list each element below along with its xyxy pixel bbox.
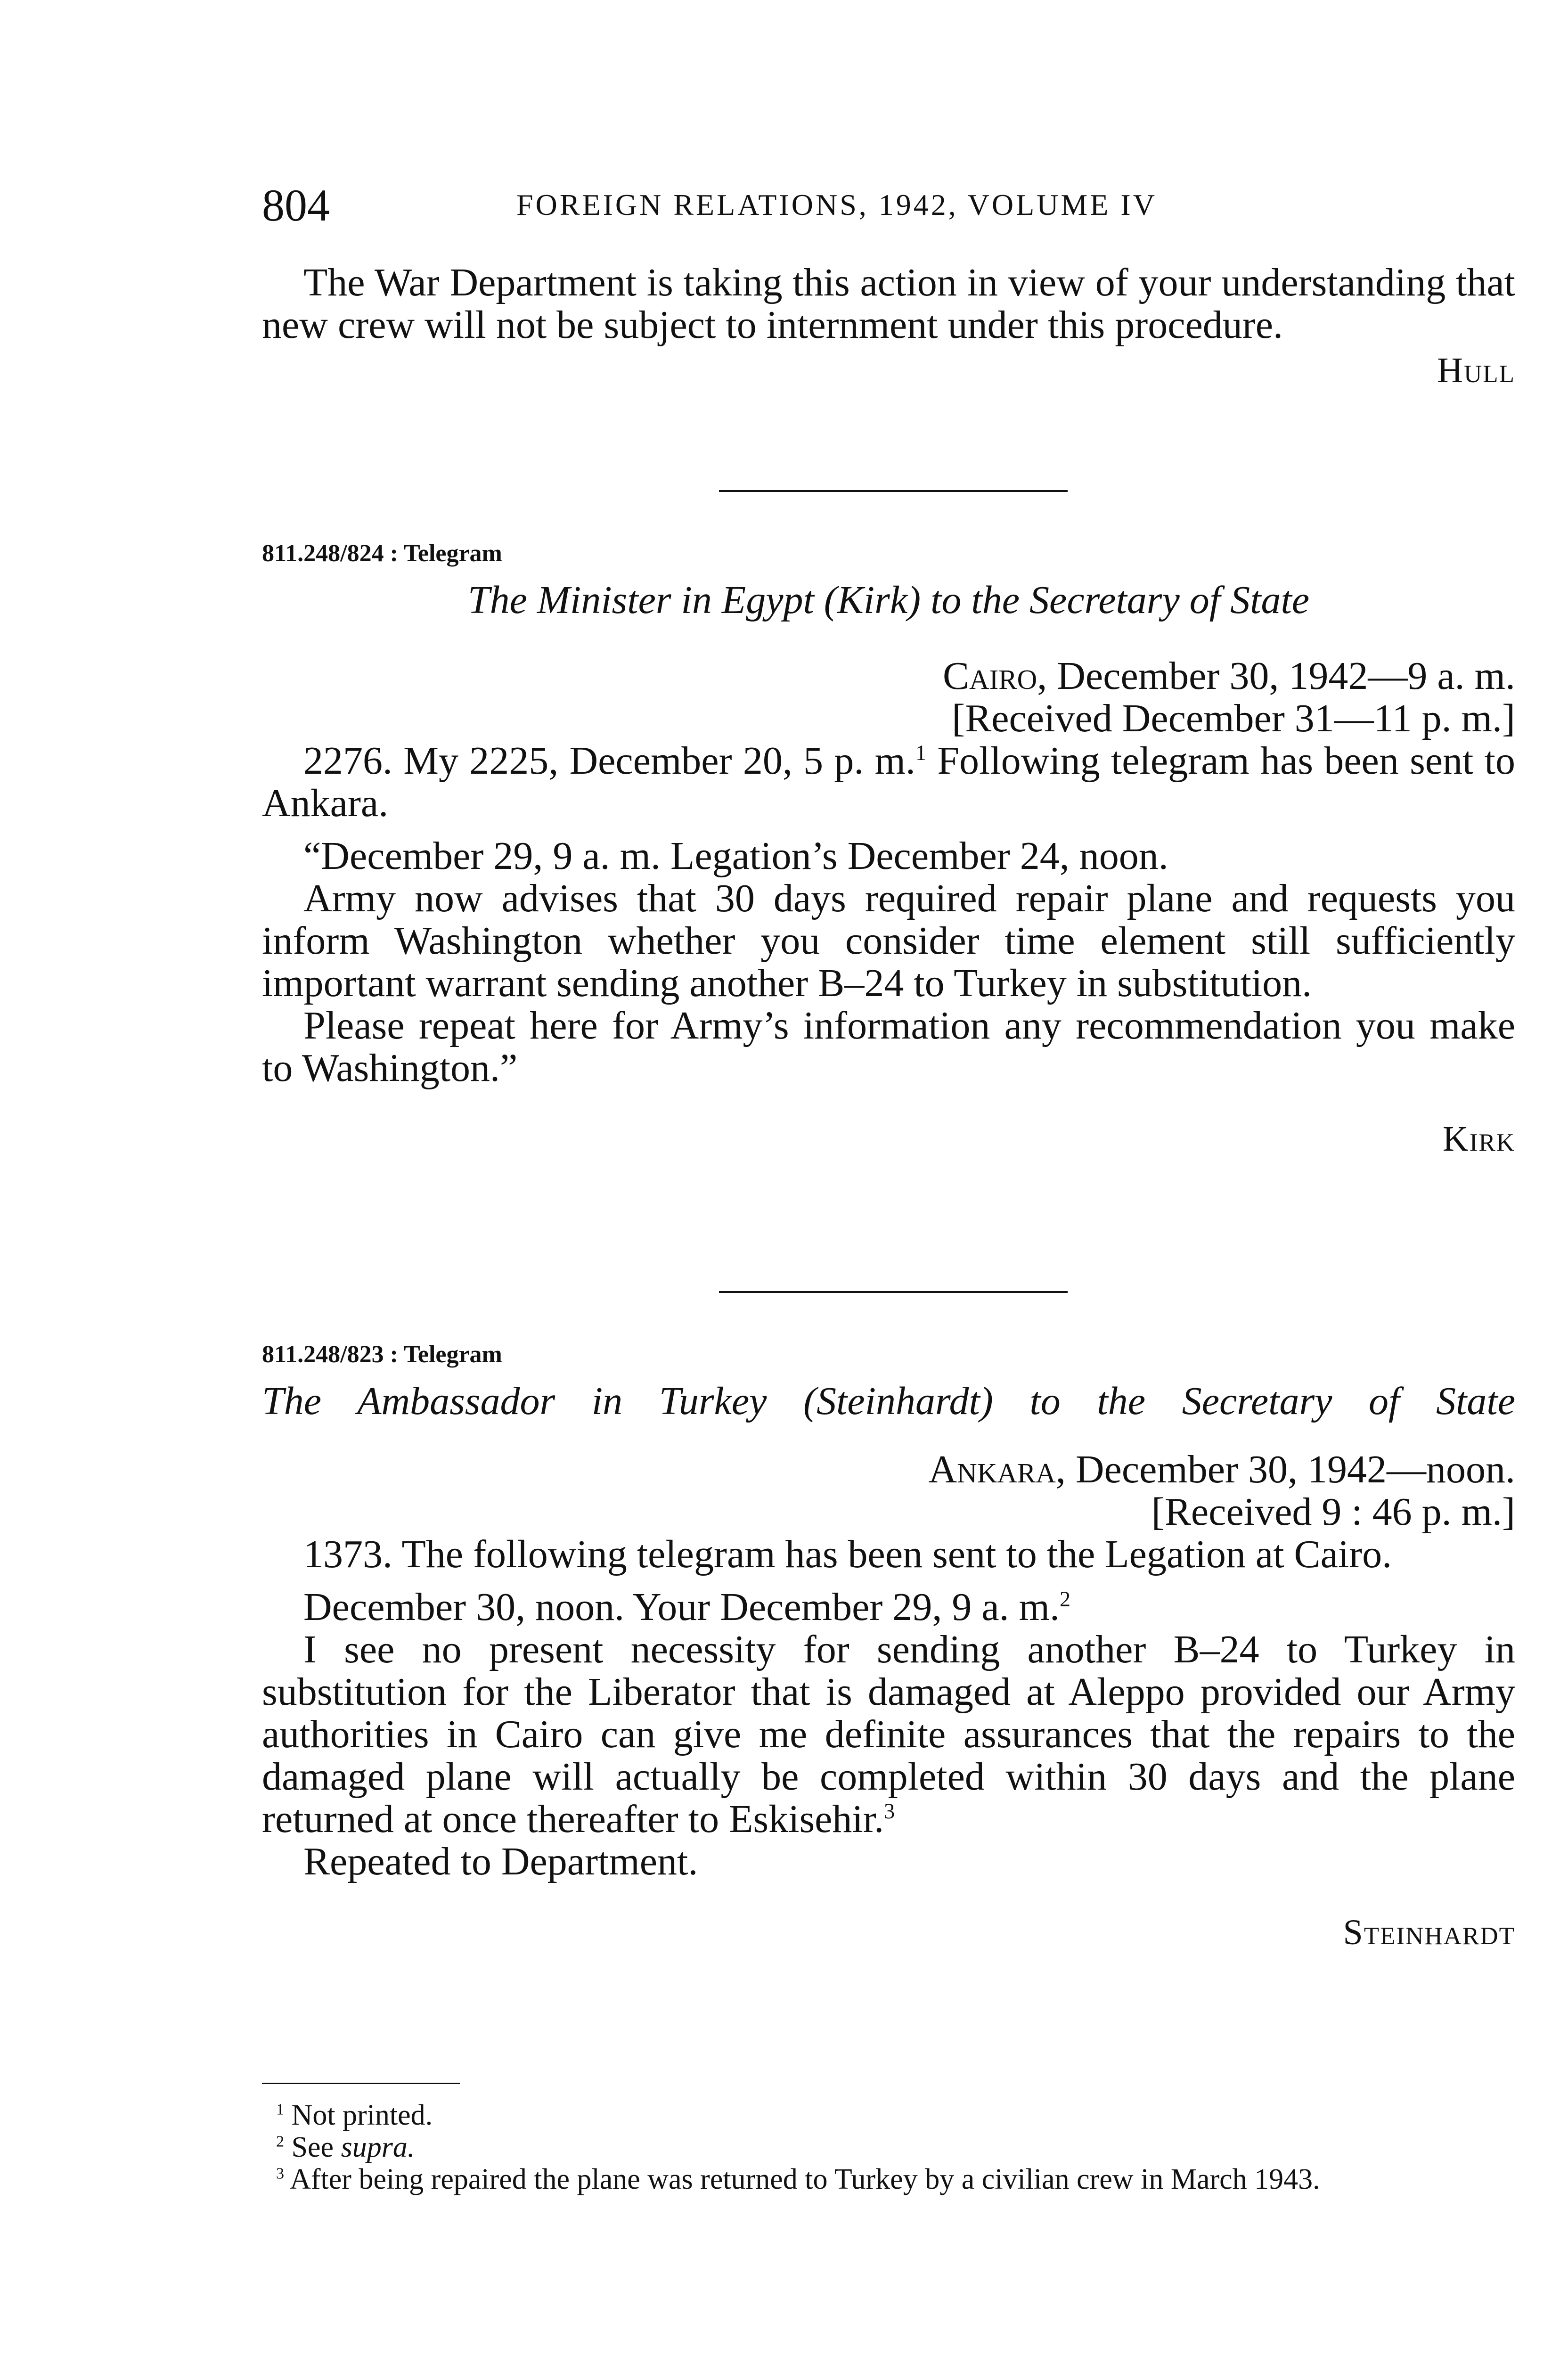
paragraph: The War Department is taking this action in view of your understanding that new crew will not be subject to internment under this procedure.	[262, 261, 1515, 347]
signature-hull: Hull	[1437, 351, 1515, 390]
document-2	[262, 1341, 1515, 1954]
dateline-place: Cairo,	[943, 654, 1047, 698]
continued-text	[262, 262, 1515, 392]
signature-kirk: Kirk	[1442, 1119, 1515, 1159]
footnotes	[262, 2099, 1515, 2195]
section-divider	[719, 1291, 1068, 1293]
footnote-ref: 1	[915, 741, 927, 765]
running-title: FOREIGN RELATIONS, 1942, VOLUME IV	[516, 188, 1157, 221]
signature-steinhardt: Steinhardt	[1343, 1913, 1515, 1952]
dateline-date: December 30, 1942—noon.	[1065, 1448, 1515, 1491]
footnote-number: 1	[276, 2101, 285, 2119]
footnote-2	[262, 2131, 1515, 2163]
received-line: [Received December 31—11 p. m.]	[952, 696, 1515, 740]
paragraph: “December 29, 9 a. m. Legation’s December 24, noon.	[303, 834, 1168, 878]
paragraph	[262, 1586, 1515, 1628]
footnote-ref: 2	[1059, 1587, 1071, 1611]
paragraph: 1373. The following telegram has been sent to the Legation at Cairo.	[303, 1532, 1392, 1576]
document-1	[262, 540, 1515, 1160]
text-span: Following telegram has been sent to Ankara.	[262, 739, 1515, 825]
paragraph: Please repeat here for Army’s information any recommendation you make to Washington.”	[262, 1004, 1515, 1090]
dateline	[262, 655, 1515, 697]
dateline	[262, 1448, 1515, 1491]
dateline-date: December 30, 1942—9 a. m.	[1047, 654, 1515, 698]
dateline-place: Ankara,	[928, 1448, 1066, 1491]
received-line: [Received 9 : 46 p. m.]	[1151, 1490, 1515, 1534]
document-title: The Minister in Egypt (Kirk) to the Secretary of State	[467, 578, 1310, 622]
text-span: I see no present necessity for sending another B–24 to Turkey in substitution for the Liberator that is damaged at Aleppo provided our Army authorities in Cairo can give me definite assurances that the repairs to the damaged plane will actually be completed within 30 days and the plane returned at once thereafter to Eskisehir.	[262, 1628, 1515, 1841]
paragraph: Repeated to Department.	[303, 1840, 698, 1883]
section-divider	[719, 490, 1068, 492]
text-span: 2276. My 2225, December 20, 5 p. m.	[303, 739, 915, 783]
footnote-text: Not printed.	[284, 2099, 433, 2131]
paragraph: Army now advises that 30 days required repair plane and requests you inform Washington whether you consider time element still sufficiently important warrant sending another B–24 to Turkey in substitution.	[262, 876, 1515, 1005]
footnote-divider	[262, 2083, 460, 2084]
footnote-number: 3	[276, 2165, 285, 2183]
document-reference: 811.248/823 : Telegram	[262, 1341, 502, 1368]
footnote-ref: 3	[884, 1799, 895, 1823]
footnote-number: 2	[276, 2133, 285, 2151]
footnote-text: See	[284, 2131, 341, 2163]
page-header	[262, 179, 1515, 230]
page-number: 804	[262, 180, 330, 230]
footnote-3	[262, 2163, 1515, 2195]
document-reference: 811.248/824 : Telegram	[262, 540, 502, 567]
paragraph	[262, 740, 1515, 825]
footnote-text: After being repaired the plane was returned to Turkey by a civilian crew in March 1943.	[284, 2163, 1320, 2195]
text-span: December 30, noon. Your December 29, 9 a. m.	[303, 1585, 1060, 1629]
paragraph	[262, 1628, 1515, 1841]
footnote-1	[262, 2099, 1515, 2131]
document-title: The Ambassador in Turkey (Steinhardt) to the Secretary of State	[262, 1379, 1515, 1423]
footnote-italic: supra.	[341, 2131, 415, 2163]
